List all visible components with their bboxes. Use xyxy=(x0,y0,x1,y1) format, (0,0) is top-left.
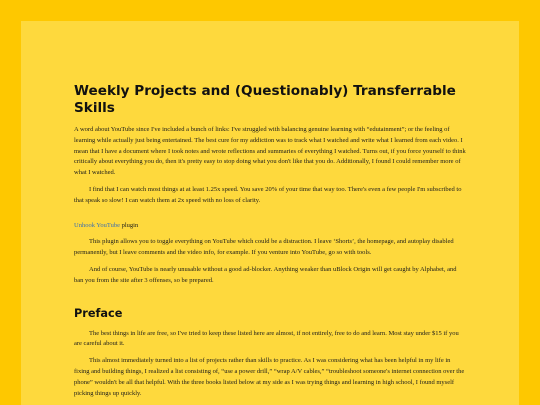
intro-paragraph: A word about YouTube since I've included a bunch of links: I've struggled with balancing genuine learning with “edutainment”; or the feeling of learning while actually just being entertained. The best cure for my addiction was to track what I watched and write what I learned from each video. I mean that I have a document where I took notes and wrote reflections and summaries of everything I watched. Turns out, if you force yourself to think critically about everything you do, then it's pretty easy to stop doing what you don't like that you do. Additionally, I found I could remember more of what I watched. xyxy=(74,126,466,177)
playback-speed-paragraph: I find that I can watch most things at at least 1.25x speed. You save 20% of your time that way too. There's even a few people I'm subscribed to that speak so slow! I can watch them at 2x speed with no loss of clarity. xyxy=(74,185,462,204)
page-background xyxy=(21,21,519,405)
plugin-suffix: plugin xyxy=(120,221,139,229)
article xyxy=(74,83,466,405)
spacer xyxy=(74,293,466,307)
preface-paragraph-1: The best things in life are free, so I've tried to keep these listed here are almost, if not entirely, free to do and learn. Most stay under $15 if you are careful about it. xyxy=(74,329,459,348)
page-title: Weekly Projects and (Questionably) Transferrable Skills xyxy=(74,83,456,116)
ad-blocker-paragraph: And of course, YouTube is nearly unusable without a good ad-blocker. Anything weaker than uBlock Origin will get caught by Alphabet, and ban you from the site after 3 offenses, so be prepared. xyxy=(74,265,457,284)
section-heading-preface: Preface xyxy=(74,306,123,320)
unhook-youtube-link[interactable]: Unhook YouTube xyxy=(74,221,120,229)
plugin-heading xyxy=(74,221,466,232)
plugin-description: This plugin allows you to toggle everything on YouTube which could be a distraction. I leave ‘Shorts’, the homepage, and autoplay disabled permanently, but I leave comments and the video info, for example. If you venture into YouTube, go so with tools. xyxy=(74,238,454,257)
spacer xyxy=(74,213,466,221)
preface-paragraph-2: This almost immediately turned into a list of projects rather than skills to practice. As I was considering what has been helpful in my life in fixing and building things, I realized a list consisting of, “use a power drill,” “wrap A/V cables,” “troubleshoot someone's internet connection over the phone” wouldn't be all that helpful. With the three books listed below at my side as I was trying things and learning in high school, I found myself picking things up quickly. xyxy=(74,357,465,397)
